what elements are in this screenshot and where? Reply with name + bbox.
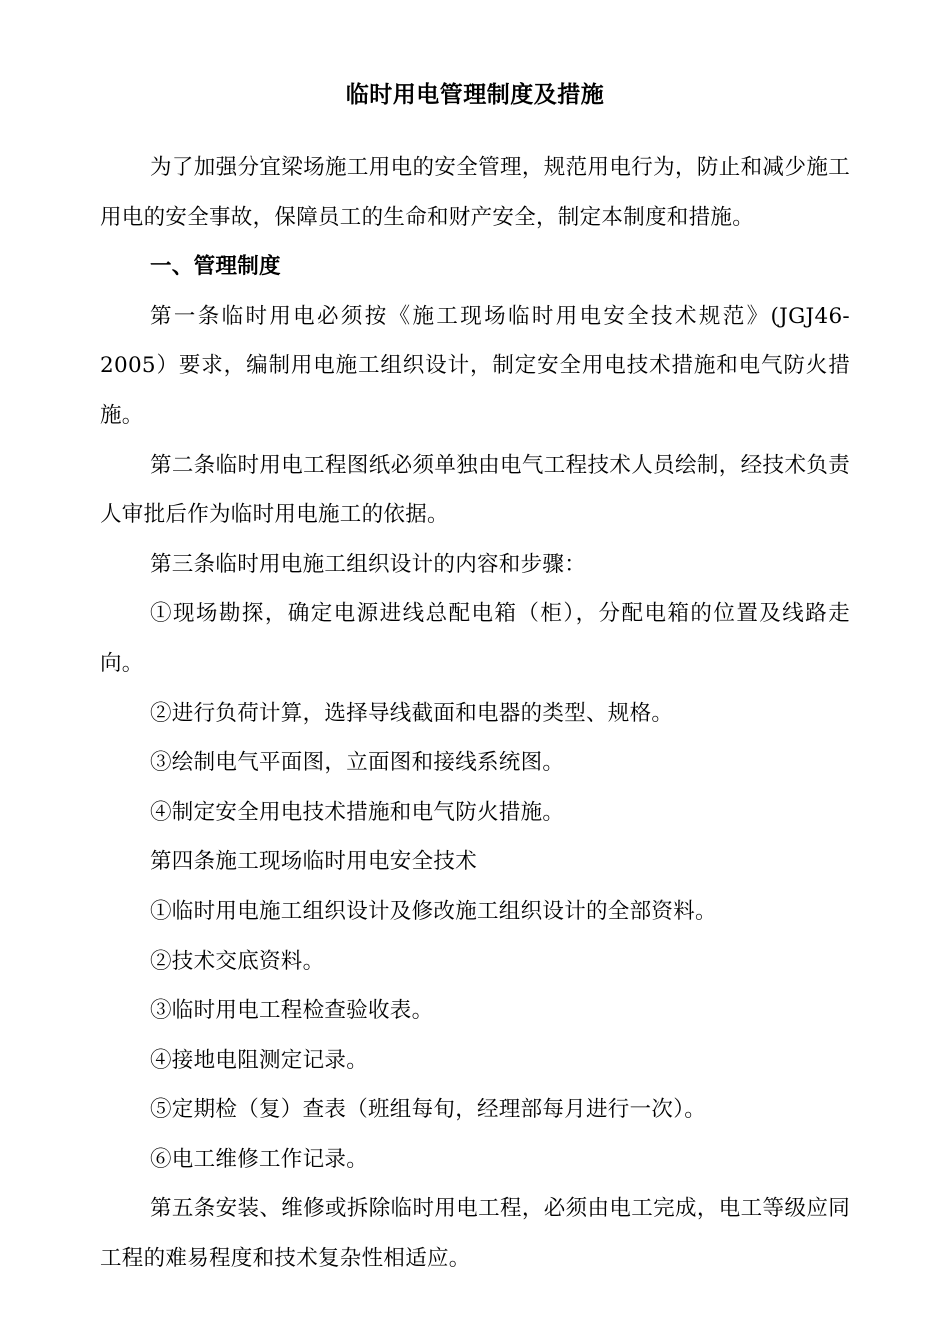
article-3-item-1: ①现场勘探，确定电源进线总配电箱（柜），分配电箱的位置及线路走向。	[100, 601, 850, 676]
intro-paragraph: 为了加强分宜梁场施工用电的安全管理，规范用电行为，防止和减少施工用电的安全事故，保障员工的生命和财产安全，制定本制度和措施。	[100, 155, 850, 230]
article-4-item-5: ⑤定期检（复）查表（班组每旬，经理部每月进行一次）。	[150, 1097, 707, 1123]
article-3-item-4: ④制定安全用电技术措施和电气防火措施。	[150, 799, 565, 825]
article-5-paragraph: 第五条安装、维修或拆除临时用电工程，必须由电工完成，电工等级应同工程的难易程度和技术复杂性相适应。	[100, 1196, 850, 1272]
section-heading-management: 一、管理制度	[150, 254, 281, 280]
article-1-paragraph: 第一条临时用电必须按《施工现场临时用电安全技术规范》(JGJ46-2005）要求，编制用电施工组织设计，制定安全用电技术措施和电气防火措施。	[100, 303, 850, 428]
article-4-paragraph: 第四条施工现场临时用电安全技术	[150, 849, 478, 875]
article-4-item-3: ③临时用电工程检查验收表。	[150, 998, 434, 1024]
article-4-item-1: ①临时用电施工组织设计及修改施工组织设计的全部资料。	[150, 898, 717, 924]
article-3-paragraph: 第三条临时用电施工组织设计的内容和步骤：	[150, 551, 587, 577]
article-4-item-4: ④接地电阻测定记录。	[150, 1047, 369, 1073]
article-4-item-2: ②技术交底资料。	[150, 948, 325, 974]
document-body	[100, 143, 850, 1284]
article-2-paragraph: 第二条临时用电工程图纸必须单独由电气工程技术人员绘制，经技术负责人审批后作为临时用电施工的依据。	[100, 452, 850, 528]
article-3-item-3: ③绘制电气平面图，立面图和接线系统图。	[150, 750, 565, 776]
article-3-item-2: ②进行负荷计算，选择导线截面和电器的类型、规格。	[150, 700, 674, 726]
article-4-item-6: ⑥电工维修工作记录。	[150, 1146, 369, 1172]
document-title: 临时用电管理制度及措施	[345, 82, 605, 108]
